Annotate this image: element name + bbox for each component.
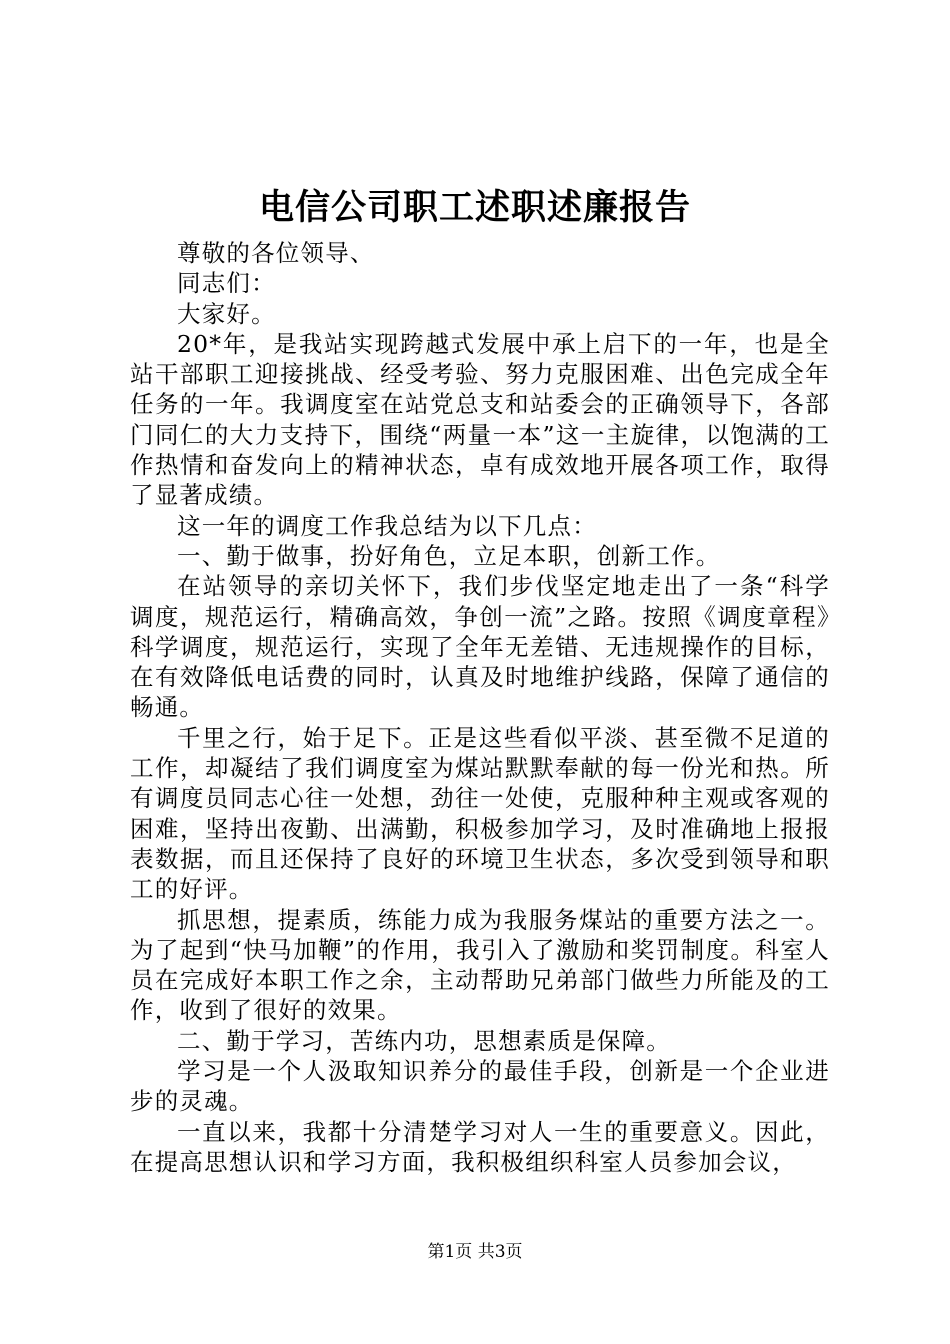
- paragraph: 在站领导的亲切关怀下，我们步伐坚定地走出了一条“科学调度，规范运行，精确高效，争创一流”之路。按照《调度章程》科学调度，规范运行，实现了全年无差错、无违规操作的目标，在有效降低电话费的同时，认真及时地维护线路，保障了通信的畅通。: [130, 572, 830, 722]
- paragraph: 抓思想，提素质，练能力成为我服务煤站的重要方法之一。为了起到“快马加鞭”的作用，我引入了激励和奖罚制度。科室人员在完成好本职工作之余，主动帮助兄弟部门做些力所能及的工作，收到了很好的效果。: [130, 905, 830, 1025]
- paragraph: 尊敬的各位领导、: [177, 239, 375, 267]
- paragraph: 20*年，是我站实现跨越式发展中承上启下的一年，也是全站干部职工迎接挑战、经受考验、努力克服困难、出色完成全年任务的一年。我调度室在站党总支和站委会的正确领导下，各部门同仁的大力支持下，围绕“两量一本”这一主旋律，以饱满的工作热情和奋发向上的精神状态，卓有成效地开展各项工作，取得了显著成绩。: [130, 329, 830, 510]
- paragraph: 学习是一个人汲取知识养分的最佳手段，创新是一个企业进步的灵魂。: [130, 1057, 830, 1116]
- paragraph: 大家好。: [177, 299, 276, 328]
- paragraph: 千里之行，始于足下。正是这些看似平淡、甚至微不足道的工作，却凝结了我们调度室为煤站默默奉献的每一份光和热。所有调度员同志心往一处想，劲往一处使，克服种种主观或客观的困难，坚持出夜勤、出满勤，积极参加学习，及时准确地上报报表数据，而且还保持了良好的环境卫生状态，多次受到领导和职工的好评。: [130, 723, 830, 904]
- page-footer: 第1页 共3页: [427, 1242, 523, 1262]
- paragraph: 一直以来，我都十分清楚学习对人一生的重要意义。因此，在提高思想认识和学习方面，我积极组织科室人员参加会议，: [130, 1117, 830, 1176]
- paragraph: 同志们：: [177, 269, 276, 298]
- document-title: 电信公司职工述职述廉报告: [258, 187, 691, 228]
- section-heading: 一、勤于做事，扮好角色，立足本职，创新工作。: [177, 541, 721, 570]
- document-body: [130, 238, 830, 1177]
- paragraph: 这一年的调度工作我总结为以下几点：: [177, 511, 597, 540]
- section-heading: 二、勤于学习，苦练内功，思想素质是保障。: [177, 1026, 671, 1055]
